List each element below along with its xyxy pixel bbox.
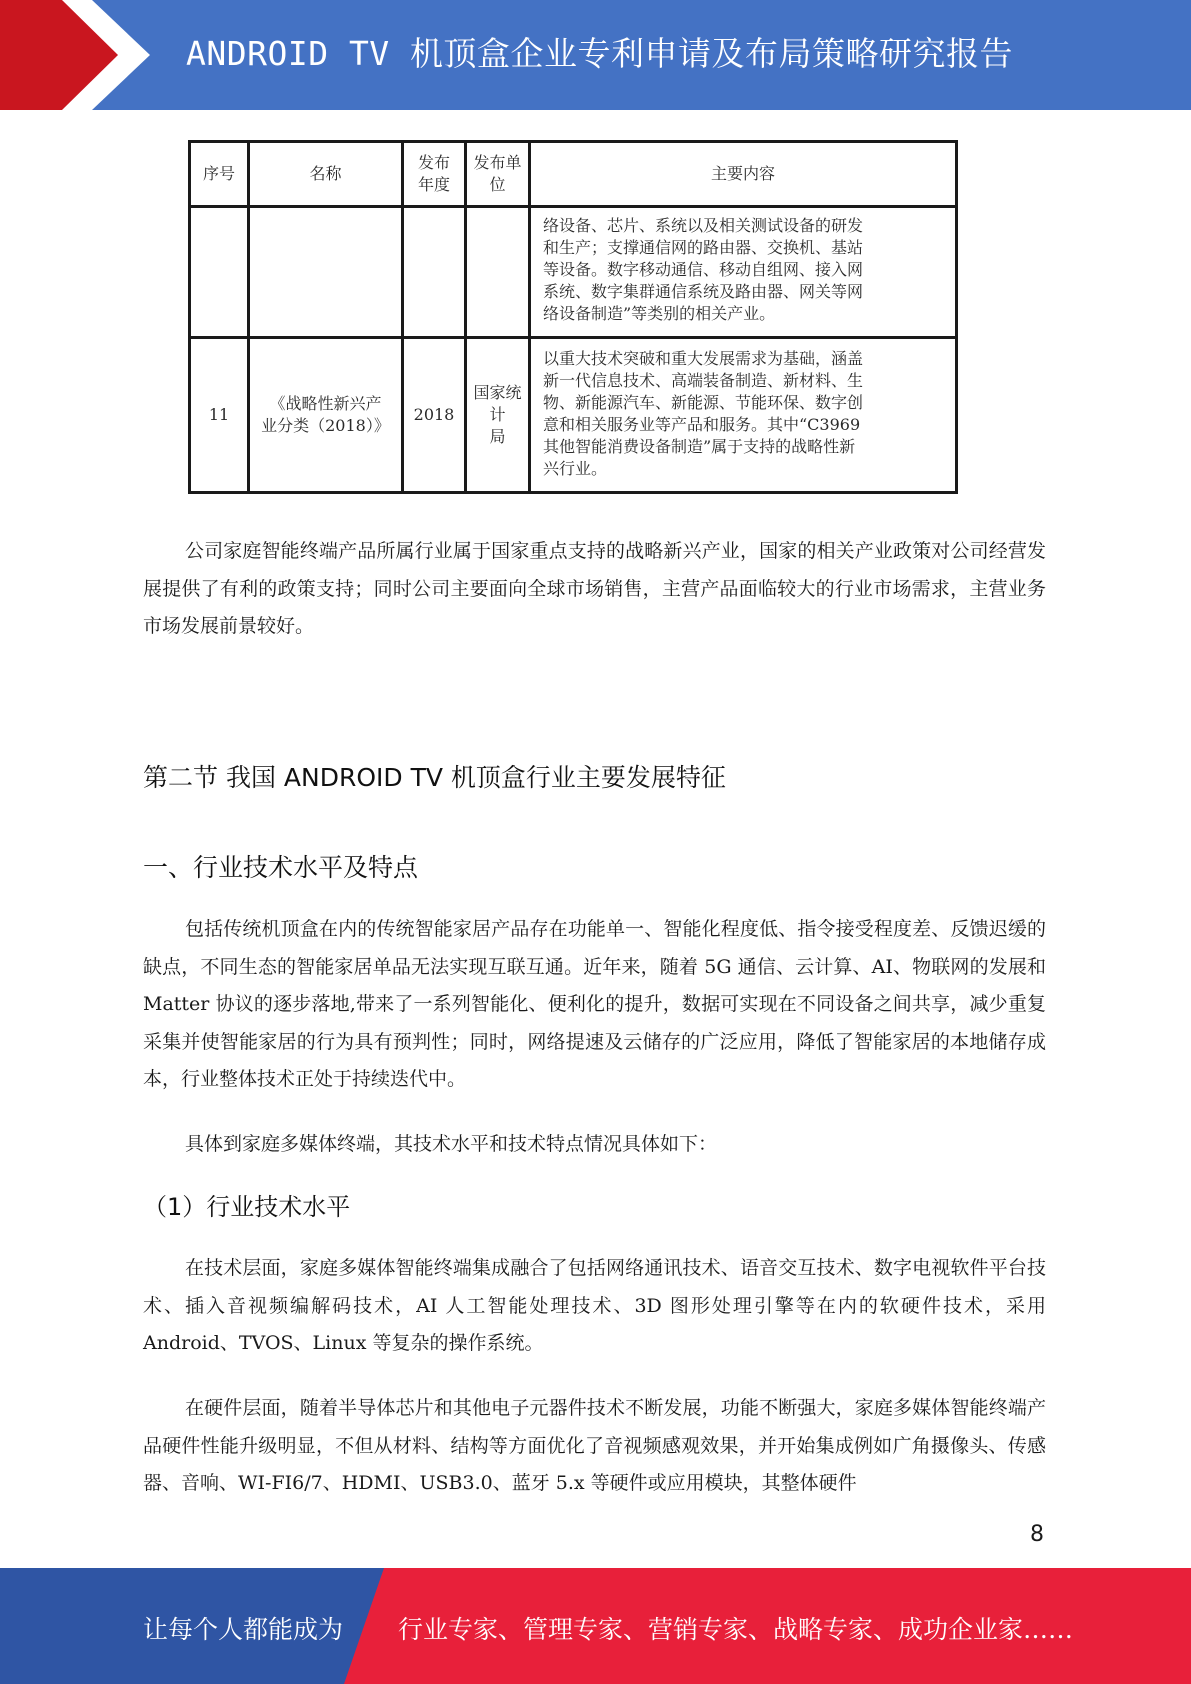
paragraph-hardware: 在硬件层面，随着半导体芯片和其他电子元器件技术不断发展，功能不断强大，家庭多媒体智能终端产品硬件性能升级明显，不但从材料、结构等方面优化了音视频感观效果，并开始集成例如广角摄像头、传感器、音响、WI-FI6/7、HDMI、USB3.0、蓝牙 5.x 等硬件或应用模块，其整体硬件 <box>143 1397 1046 1494</box>
table-header-no: 序号 <box>202 164 235 183</box>
section-title: 第二节 我国 ANDROID TV 机顶盒行业主要发展特征 <box>143 763 726 792</box>
header-red-chevron <box>0 0 150 110</box>
page-footer <box>0 1568 1191 1684</box>
footer-slogan-left: 让每个人都能成为 <box>143 1615 344 1644</box>
table-header-year: 发布 年度 <box>417 153 450 194</box>
page-header <box>0 0 1191 110</box>
paragraph-industry-tech: 包括传统机顶盒在内的传统智能家居产品存在功能单一、智能化程度低、指令接受程度差、反馈迟缓的缺点，不同生态的智能家居单品无法实现互联互通。近年来，随着 5G 通信、云计算、AI、物联网的发展和 Matter 协议的逐步落地,带来了一系列智能化、便利化的提升，数据可实现在不同设备之间共享，减少重复采集并使智能家居的行为具有预判性；同时，网络提速及云储存的广泛应用，降低了智能家居的本地储存成本，行业整体技术正处于持续迭代中。 <box>143 918 1046 1090</box>
table-row-year: 2018 <box>413 405 455 424</box>
subsection-title: 一、行业技术水平及特点 <box>143 853 419 882</box>
table-row-content: 络设备、芯片、系统以及相关测试设备的研发 和生产；支撑通信网的路由器、交换机、基站 等设备。数字移动通信、移动自组网、接入网 系统、数字集群通信系统及路由器、网关等网 络设备制造”等类别的相关产业。 <box>543 216 864 323</box>
table-row-no: 11 <box>208 405 230 424</box>
table-header-issuer: 发布单位 <box>473 153 522 194</box>
table-row-issuer: 国家统计 局 <box>473 383 522 446</box>
table-row-content: 以重大技术突破和重大发展需求为基础，涵盖 新一代信息技术、高端装备制造、新材料、生 物、新能源汽车、新能源、节能环保、数字创 意和相关服务业等产品和服务。其中“C3969 其他智能消费设备制造”属于支持的战略性新 兴行业。 <box>543 349 864 478</box>
footer-slogan-right: 行业专家、管理专家、营销专家、战略专家、成功企业家…… <box>398 1615 1074 1644</box>
policy-table <box>188 140 958 494</box>
report-title: ANDROID TV 机顶盒企业专利申请及布局策略研究报告 <box>186 34 1014 73</box>
table-header-content: 主要内容 <box>710 164 775 183</box>
paragraph-policy-support: 公司家庭智能终端产品所属行业属于国家重点支持的战略新兴产业，国家的相关产业政策对公司经营发展提供了有利的政策支持；同时公司主要面向全球市场销售，主营产品面临较大的行业市场需求，主营业务市场发展前景较好。 <box>143 540 1046 637</box>
page-number: 8 <box>1030 1522 1044 1547</box>
paragraph-tech-level: 在技术层面，家庭多媒体智能终端集成融合了包括网络通讯技术、语音交互技术、数字电视软件平台技术、插入音视频编解码技术，AI 人工智能处理技术、3D 图形处理引擎等在内的软硬件技术，采用 Android、TVOS、Linux 等复杂的操作系统。 <box>143 1257 1046 1354</box>
table-header-name: 名称 <box>309 164 342 183</box>
table-row-name: 《战略性新兴产 业分类（2018）》 <box>261 394 390 435</box>
paragraph-intro: 具体到家庭多媒体终端，其技术水平和技术特点情况具体如下： <box>185 1133 718 1155</box>
sub-subsection-title: （1）行业技术水平 <box>143 1193 351 1221</box>
